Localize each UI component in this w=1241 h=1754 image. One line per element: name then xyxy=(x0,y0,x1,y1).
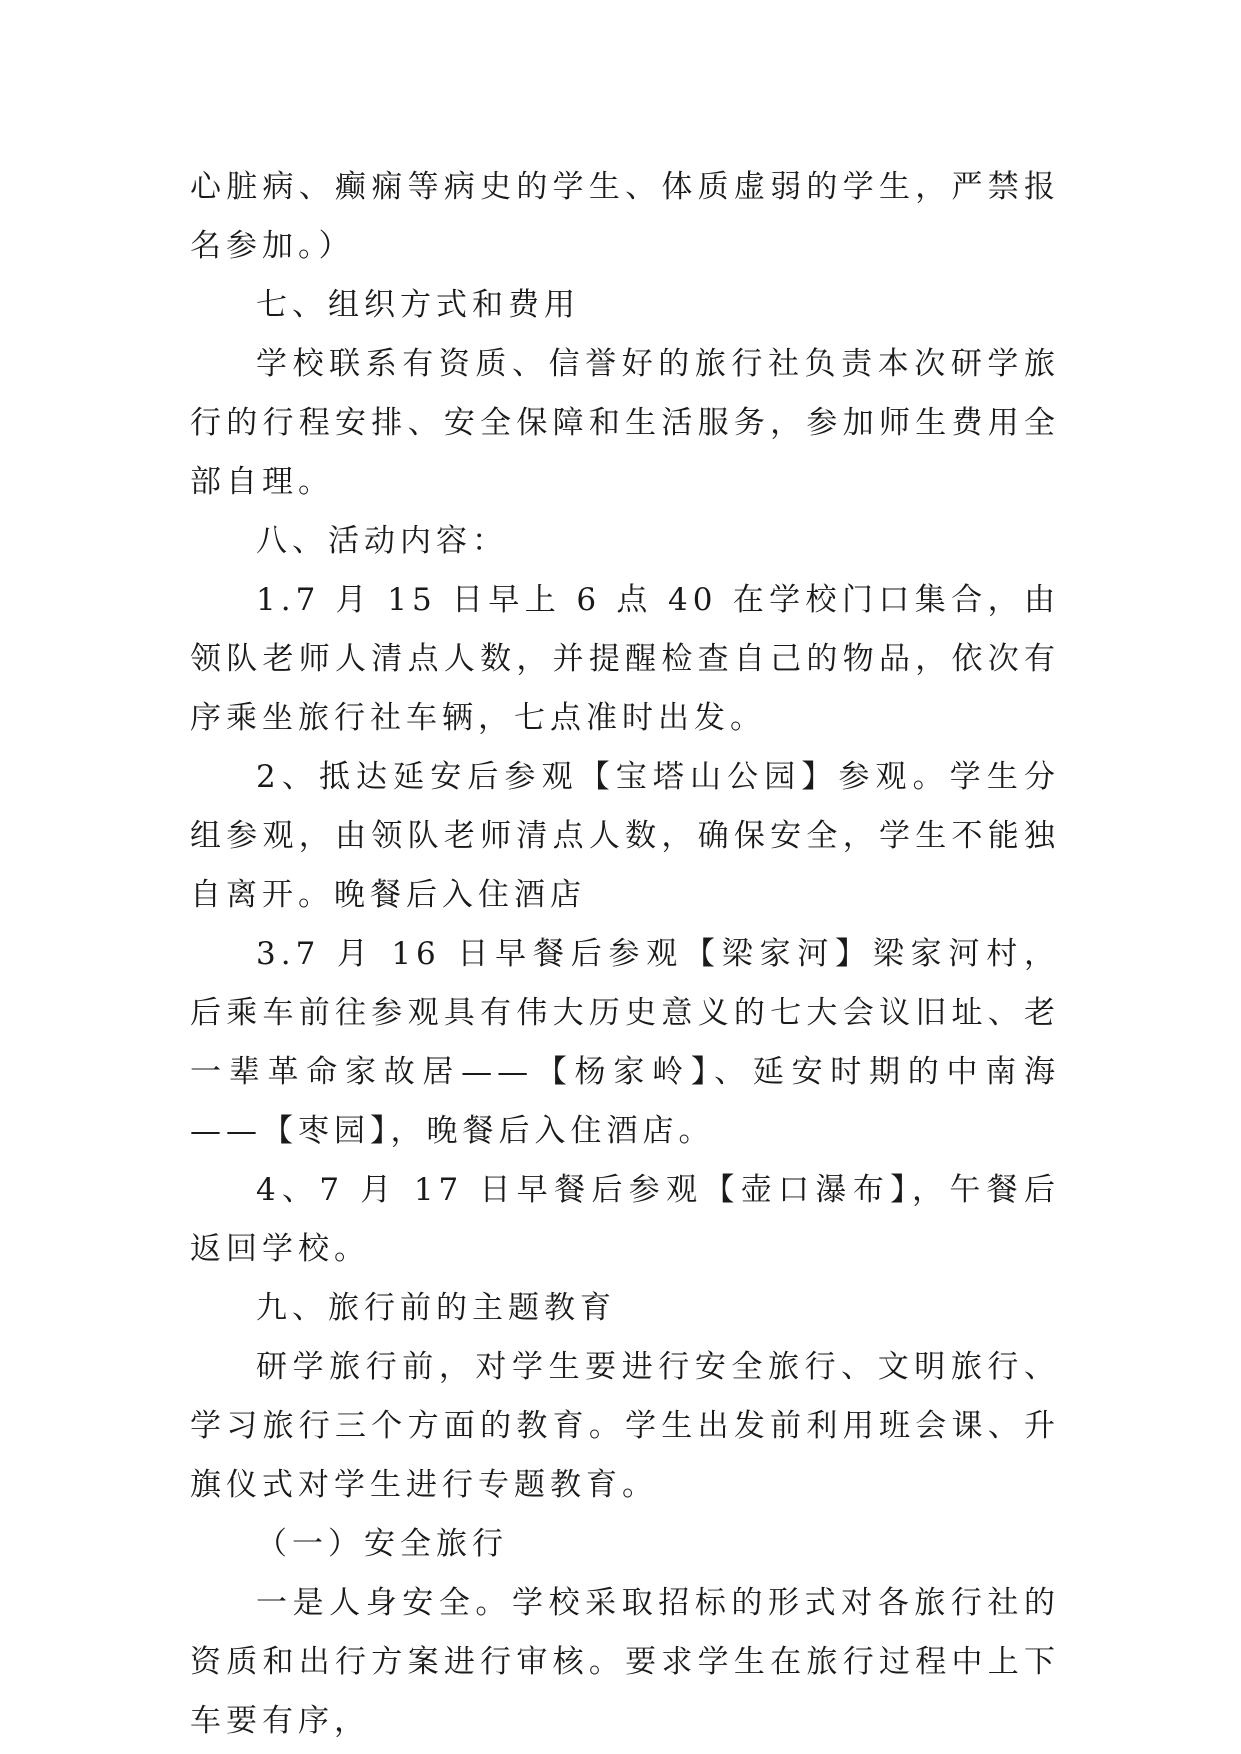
document-body xyxy=(190,158,1060,1751)
section-heading-nine: 九、旅行前的主题教育 xyxy=(256,1290,616,1326)
paragraph-education: 研学旅行前，对学生要进行安全旅行、文明旅行、学习旅行三个方面的教育。学生出发前利用班会课、升旗仪式对学生进行专题教育。 xyxy=(190,1349,1060,1503)
paragraph-organization: 学校联系有资质、信誉好的旅行社负责本次研学旅行的行程安排、安全保障和生活服务，参加师生费用全部自理。 xyxy=(190,346,1060,500)
paragraph-activity-1: 1.7 月 15 日早上 6 点 40 在学校门口集合，由领队老师人清点人数，并提醒检查自己的物品，依次有序乘坐旅行社车辆，七点准时出发。 xyxy=(190,582,1060,736)
subsection-heading-safety: （一）安全旅行 xyxy=(256,1526,508,1562)
section-heading-seven: 七、组织方式和费用 xyxy=(256,287,580,323)
section-heading-eight: 八、活动内容： xyxy=(256,523,508,559)
paragraph-activity-3: 3.7 月 16 日早餐后参观【梁家河】梁家河村，后乘车前往参观具有伟大历史意义的七大会议旧址、老一辈革命家故居——【杨家岭】、延安时期的中南海——【枣园】，晚餐后入住酒店。 xyxy=(190,936,1060,1149)
paragraph-activity-2: 2、抵达延安后参观【宝塔山公园】参观。学生分组参观，由领队老师清点人数，确保安全，学生不能独自离开。晚餐后入住酒店 xyxy=(190,759,1060,913)
paragraph-personal-safety: 一是人身安全。学校采取招标的形式对各旅行社的资质和出行方案进行审核。要求学生在旅行过程中上下车要有序， xyxy=(190,1585,1060,1739)
paragraph-continued: 心脏病、癫痫等病史的学生、体质虚弱的学生，严禁报名参加。） xyxy=(190,169,1060,264)
paragraph-activity-4: 4、7 月 17 日早餐后参观【壶口瀑布】，午餐后返回学校。 xyxy=(190,1172,1060,1267)
